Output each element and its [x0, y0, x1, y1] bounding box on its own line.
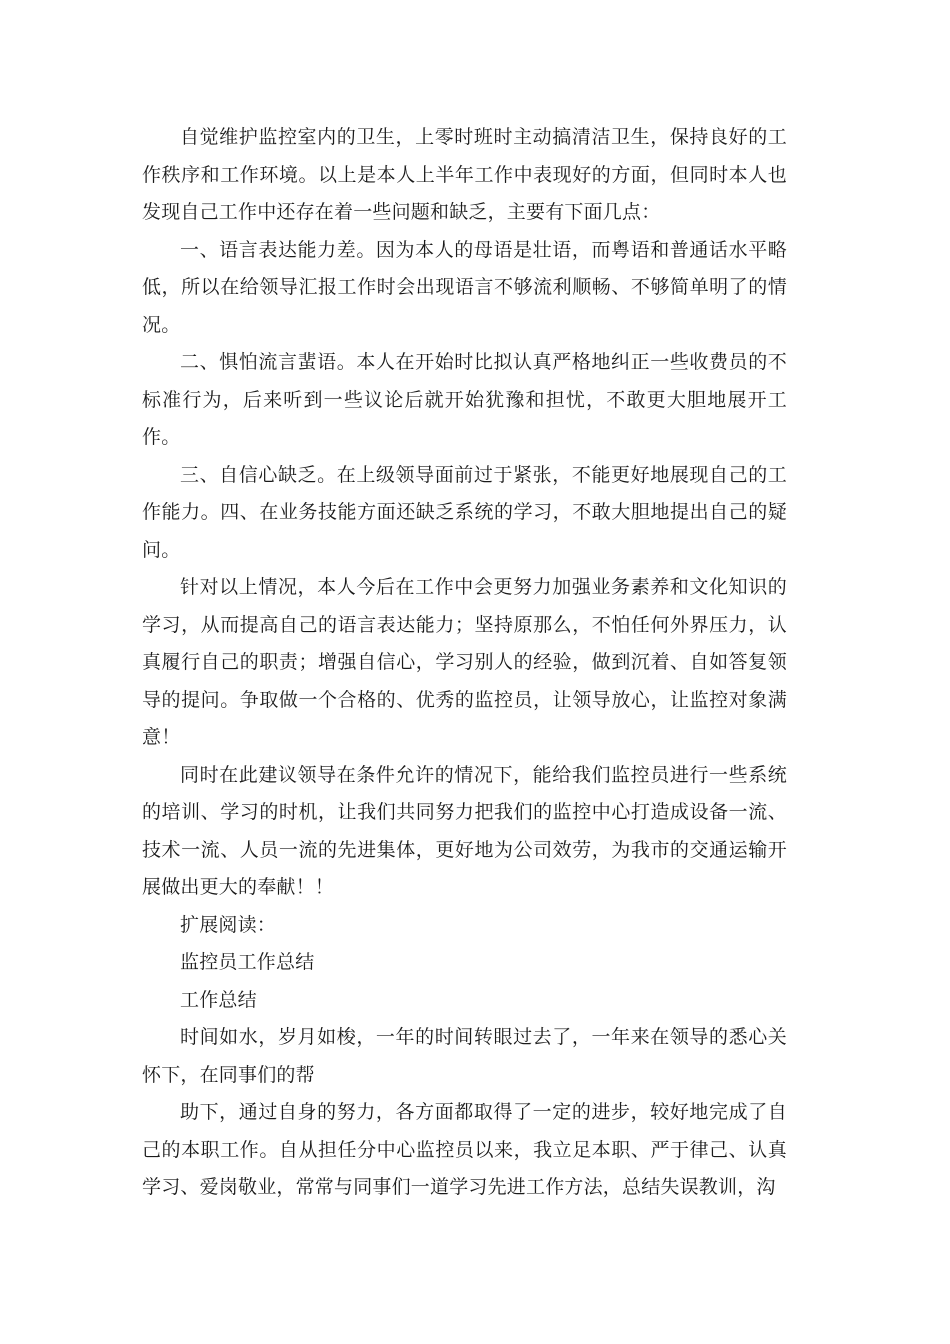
paragraph: 三、自信心缺乏。在上级领导面前过于紧张，不能更好地展现自己的工作能力。四、在业务技能方面还缺乏系统的学习，不敢大胆地提出自己的疑问。: [142, 463, 787, 561]
paragraph: 一、语言表达能力差。因为本人的母语是壮语，而粤语和普通话水平略低，所以在给领导汇报工作时会出现语言不够流利顺畅、不够简单明了的情况。: [142, 238, 787, 336]
section-subheading: 工作总结: [180, 988, 257, 1011]
paragraph: 二、惧怕流言蜚语。本人在开始时比拟认真严格地纠正一些收费员的不标准行为，后来听到一些议论后就开始犹豫和担忧，不敢更大胆地展开工作。: [142, 351, 787, 448]
paragraph: 针对以上情况，本人今后在工作中会更努力加强业务素养和文化知识的学习，从而提高自己的语言表达能力；坚持原那么，不怕任何外界压力，认真履行自己的职责；增强自信心，学习别人的经验，做到沉着、自如答复领导的提问。争取做一个合格的、优秀的监控员，让领导放心，让监控对象满意！: [142, 576, 787, 748]
paragraph: 自觉维护监控室内的卫生，上零时班时主动搞清洁卫生，保持良好的工作秩序和工作环境。以上是本人上半年工作中表现好的方面，但同时本人也发现自己工作中还存在着一些问题和缺乏，主要有下面几点：: [142, 126, 787, 223]
document-body: [142, 119, 787, 1207]
paragraph: 时间如水，岁月如梭，一年的时间转眼过去了，一年来在领导的悉心关怀下，在同事们的帮: [142, 1026, 787, 1086]
extended-reading-label: 扩展阅读：: [180, 913, 277, 936]
section-heading: 监控员工作总结: [180, 951, 315, 973]
paragraph: 同时在此建议领导在条件允许的情况下，能给我们监控员进行一些系统的培训、学习的时机，让我们共同努力把我们的监控中心打造成设备一流、技术一流、人员一流的先进集体，更好地为公司效劳，为我市的交通运输开展做出更大的奉献！！: [142, 763, 787, 898]
paragraph: 助下，通过自身的努力，各方面都取得了一定的进步，较好地完成了自己的本职工作。自从担任分中心监控员以来，我立足本职、严于律己、认真学习、爱岗敬业，常常与同事们一道学习先进工作方法，总结失误教训，沟: [142, 1101, 787, 1198]
